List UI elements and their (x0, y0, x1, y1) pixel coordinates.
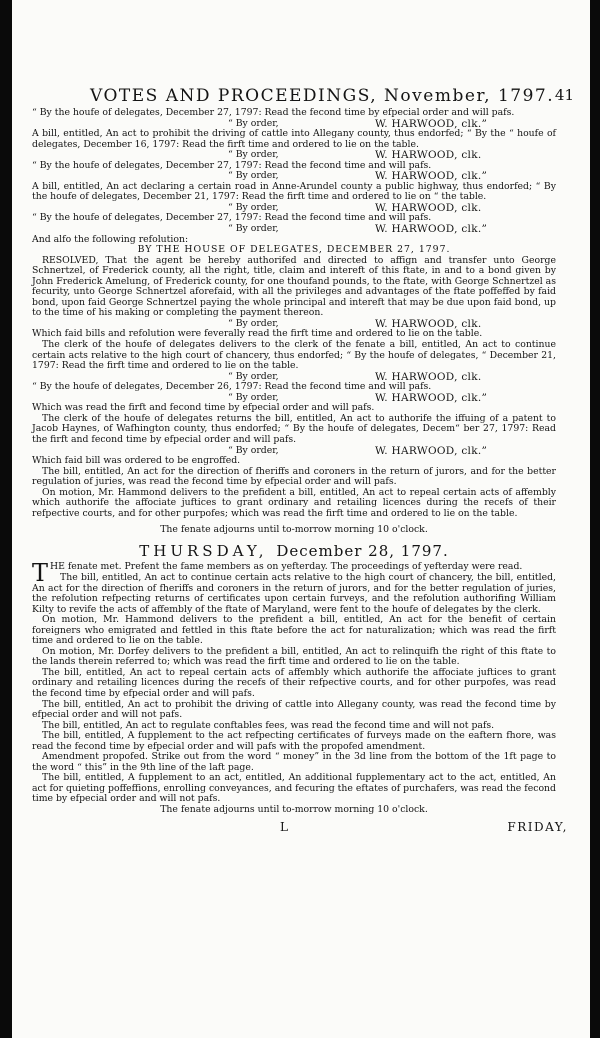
signature-by-order: “ By order, (228, 170, 279, 182)
paragraph: The bill, entitled, A fupplement to the act refpecting certificates of furveys made on the eaftern fhore, was read the fecond time by efpecial order and will pafs with the propofed amendment. (32, 730, 556, 752)
signature-line (32, 203, 556, 214)
paragraph: “ By the houfe of delegates, December 26, 1797: Read the fecond time and will pafs. (32, 381, 432, 393)
signature-by-order: “ By order, (228, 317, 279, 329)
paragraph: The bill, entitled, An act to regulate conftables fees, was read the fecond time and will not pafs. (42, 719, 495, 731)
drop-cap: T (32, 559, 49, 588)
running-head (32, 86, 574, 108)
catchword: FRIDAY, (507, 819, 568, 834)
signature-line (32, 319, 556, 330)
running-title: VOTES AND PROCEEDINGS, November, 1797. (90, 86, 555, 106)
day-heading-weekday: THURSDAY, (139, 541, 268, 560)
day-heading-date: December 28, 1797. (276, 541, 449, 560)
signature-line (32, 393, 556, 404)
signature-line (32, 446, 556, 457)
signature-name: W. HARWOOD, clk. (375, 317, 482, 330)
resolution-text: RESOLVED, That the agent be hereby authorifed and directed to affign and transfer unto George Schnertzel, of Frederick county, all the right, title, claim and intereft of this ftate, in and to a bond given by John Frederick Amelung, of Frederick county, for one thoufand pounds, to the ftate, with George Schnertzel as fecurity, unto George Schnertzel aforefaid, with all the privileges and advantages of the ftate poffeffed by faid bond, upon faid George Schnertzel paying the whole principal and intereft that may be due upon faid bond, up to the time of his making or completing the payment thereon. (32, 254, 556, 319)
signature-line (32, 150, 556, 161)
scan-border-right (590, 0, 600, 1038)
paragraph: A bill, entitled, An act to prohibit the driving of cattle into Allegany county, thus endorfed; “ By the “ houfe of delegates, December 16, 1797: Read the firft time and ordered to lie on the table. (32, 128, 556, 150)
paragraph: “ By the houfe of delegates, December 27, 1797: Read the fecond time by efpecial order and will pafs. (32, 107, 515, 118)
signature-by-order: “ By order, (228, 391, 279, 403)
paragraph: The bill, entitled, An act to repeal certain acts of affembly which authorife the affociate juftices to grant ordinary and retailing licences during the recefs of their refpective courts, and for other purpofes, was read the fecond time by efpecial order and will pafs. (32, 666, 556, 699)
page-body (32, 107, 568, 838)
paragraph: “ By the houfe of delegates, December 27, 1797: Read the fecond time and will pafs. (32, 159, 432, 171)
paragraph: Which faid bill was ordered to be engroffed. (32, 455, 241, 467)
paragraph: On motion, Mr. Dorfey delivers to the prefident a bill, entitled, An act to relinquifh the right of this ftate to the lands therein referred to; which was read the firft time and ordered to lie on the table. (32, 645, 556, 668)
signature-name: W. HARWOOD, clk.” (375, 117, 488, 130)
signature-line (32, 372, 556, 383)
signature-by-order: “ By order, (228, 149, 279, 161)
signature-by-order: “ By order, (228, 444, 279, 456)
paragraph: And alfo the following refolution: (32, 233, 189, 245)
signature-name: W. HARWOOD, clk. (375, 201, 482, 214)
paragraph: “ By the houfe of delegates, December 27, 1797: Read the fecond time and will pafs. (32, 212, 432, 224)
signature-by-order: “ By order, (228, 223, 279, 235)
adjournment-note: The fenate adjourns until to-morrow morning 10 o'clock. (160, 804, 428, 815)
day-heading (32, 541, 556, 560)
paragraph: The bill, entitled, An act for the direction of fheriffs and coroners in the return of jurors, and for the better regulation of juries, was read the fecond time by efpecial order and will pafs. (32, 465, 556, 488)
page-content (32, 86, 574, 838)
paragraph: On motion, Mr. Hammond delivers to the prefident a bill, entitled, An act for the benefit of certain foreigners who emigrated and fettled in this ftate before the act for naturalization; which was read the firft time and ordered to lie on the table. (32, 614, 556, 647)
paragraph: Which faid bills and refolution were feverally read the firft time and ordered to lie on the table. (32, 328, 483, 340)
paragraph: Amendment propofed. Strike out from the word “ money” in the 3d line from the bottom of the 1ft page to the word “ this” in the 9th line of the laft page. (32, 751, 556, 773)
paragraph: On motion, Mr. Hammond delivers to the prefident a bill, entitled, An act to repeal certain acts of affembly which authorife the affociate juftices to grant ordinary and retailing licences during the recefs of their refpective courts, and for other purpofes; which was read the firft time and ordered to lie on the table. (32, 486, 556, 519)
signature-name: W. HARWOOD, clk. (375, 370, 482, 383)
paragraph: The clerk of the houfe of delegates delivers to the clerk of the fenate a bill, entitled, An act to continue certain acts relative to the high court of chancery, thus endorfed; “ By the houfe of delegates, “ December 21, 1797: Read the firft time and ordered to lie on the table. (32, 339, 556, 372)
signature-by-order: “ By order, (228, 370, 279, 382)
signature-name: W. HARWOOD, clk. (375, 149, 482, 162)
signature-by-order: “ By order, (228, 117, 279, 129)
page-number: 41 (554, 86, 574, 104)
signature-by-order: “ By order, (228, 201, 279, 213)
paragraph: The bill, entitled, An act to prohibit the driving of cattle into Allegany county, was read the fecond time by efpecial order and will not pafs. (32, 698, 556, 721)
paragraph: The bill, entitled, A fupplement to an act, entitled, An additional fupplementary act to the act, entitled, An act for quieting poffeffions, enrolling conveyances, and fecuring the eftates of purchafers, was read the fecond time by efpecial order and will not pafs. (32, 772, 556, 805)
scan-border-left (0, 0, 12, 1038)
signature-name: W. HARWOOD, clk.” (375, 170, 488, 183)
adjournment-note: The fenate adjourns until to-morrow morning 10 o'clock. (160, 524, 428, 536)
paragraph: The clerk of the houfe of delegates returns the bill, entitled, An act to authorife the iffuing of a patent to Jacob Haynes, of Wafhington county, thus endorfed; “ By the houfe of delegates, Decem“ ber 27, 1797: Read the firft and fecond time by efpecial order and will pafs. (32, 412, 556, 445)
signature-name: W. HARWOOD, clk.” (375, 223, 488, 236)
signature-line (32, 224, 556, 235)
opening-text: HE fenate met. Prefent the fame members as on yefterday. The proceedings of yefterday were read. (50, 561, 523, 573)
resolution-heading: BY THE HOUSE OF DELEGATES, DECEMBER 27, 1797. (137, 244, 451, 256)
paragraph: The bill, entitled, An act to continue certain acts relative to the high court of chancery, the bill, entitled, An act for the direction of fheriffs and coroners in the return of jurors, and for the better regulation of juries, the refolution refpecting returns of certificates upon certain furveys, and the refolution authorifing William Kilty to revife the acts of affembly of the ftate of Maryland, were fent to the houfe of delegates by the clerk. (32, 571, 556, 615)
signature-mark: L (280, 819, 288, 834)
signature-line (32, 171, 556, 182)
paragraph: Which was read the firft and fecond time by efpecial order and will pafs. (32, 402, 375, 414)
signature-line (32, 119, 556, 130)
signature-name: W. HARWOOD, clk.” (375, 391, 488, 404)
signature-name: W. HARWOOD, clk.” (375, 444, 488, 457)
paragraph: A bill, entitled, An act declaring a certain road in Anne-Arundel county a public highway, thus endorfed; “ By the houfe of delegates, December 21, 1797: Read the firft time and ordered to lie on “ the table. (32, 180, 556, 203)
page-footer (32, 819, 568, 838)
